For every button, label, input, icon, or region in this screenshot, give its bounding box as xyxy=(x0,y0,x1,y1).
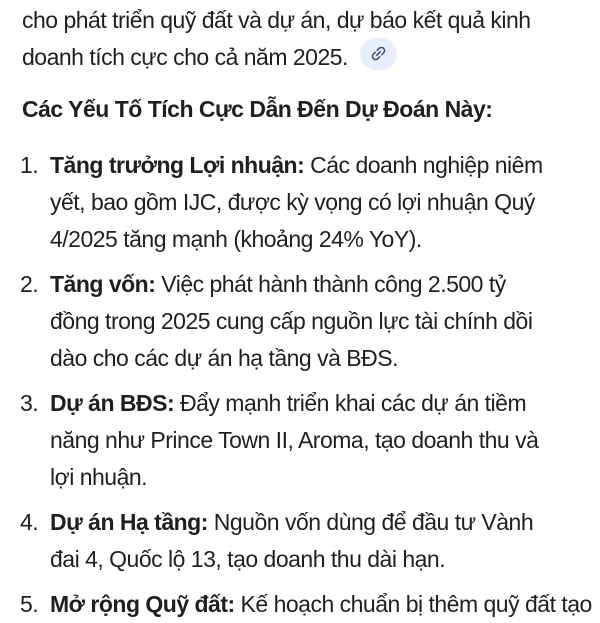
list-item-line: dào cho các dự án hạ tầng và BĐS. xyxy=(50,345,398,371)
section-heading: Các Yếu Tố Tích Cực Dẫn Đến Dự Đoán Này: xyxy=(22,96,493,122)
list-item-line xyxy=(50,385,600,422)
list-item xyxy=(20,586,600,623)
factors-list xyxy=(20,147,600,623)
list-item-line: đồng trong 2025 cung cấp nguồn lực tài chính dồi xyxy=(50,308,533,334)
list-item-line: năng như Prince Town II, Aroma, tạo doanh thu và xyxy=(50,427,539,453)
list-item-line xyxy=(50,266,600,303)
list-item-number: 2. xyxy=(20,271,39,297)
paragraph-line xyxy=(22,44,397,70)
list-item-line xyxy=(50,586,600,623)
list-item xyxy=(20,266,600,377)
list-item-number: 4. xyxy=(20,509,39,535)
list-item-label: Tăng vốn: xyxy=(50,271,156,297)
list-item xyxy=(20,147,600,258)
list-item-text: Kế hoạch chuẩn bị thêm quỹ đất tạo xyxy=(234,591,592,617)
list-item-line xyxy=(50,147,600,184)
link-icon xyxy=(365,40,392,67)
list-item-number: 3. xyxy=(20,390,39,416)
list-item xyxy=(20,504,600,578)
list-item-line: 4/2025 tăng mạnh (khoảng 24% YoY). xyxy=(50,226,422,252)
list-item-text: Đẩy mạnh triển khai các dự án tiềm xyxy=(174,390,527,416)
list-item-line: đai 4, Quốc lộ 13, tạo doanh thu dài hạn. xyxy=(50,546,446,572)
list-item-label: Mở rộng Quỹ đất: xyxy=(50,591,235,617)
list-item-label: Dự án BĐS: xyxy=(50,390,175,416)
list-item-text: Việc phát hành thành công 2.500 tỷ xyxy=(155,271,506,297)
list-item xyxy=(20,385,600,496)
list-item-line: lợi nhuận. xyxy=(50,464,148,490)
intro-paragraph xyxy=(22,2,600,76)
list-item-text: Nguồn vốn dùng để đầu tư Vành xyxy=(207,509,534,535)
list-item-label: Tăng trưởng Lợi nhuận: xyxy=(50,152,305,178)
list-item-line xyxy=(50,504,600,541)
paragraph-line-text: doanh tích cực cho cả năm 2025. xyxy=(22,44,348,70)
citation-link-button[interactable] xyxy=(360,38,397,70)
list-item-number: 1. xyxy=(20,152,39,178)
paragraph-line: cho phát triển quỹ đất và dự án, dự báo kết quả kinh xyxy=(22,7,531,33)
list-item-text: Các doanh nghiệp niêm xyxy=(304,152,543,178)
list-item-line: yết, bao gồm IJC, được kỳ vọng có lợi nhuận Quý xyxy=(50,189,535,215)
list-item-number: 5. xyxy=(20,591,39,617)
list-item-label: Dự án Hạ tầng: xyxy=(50,509,208,535)
